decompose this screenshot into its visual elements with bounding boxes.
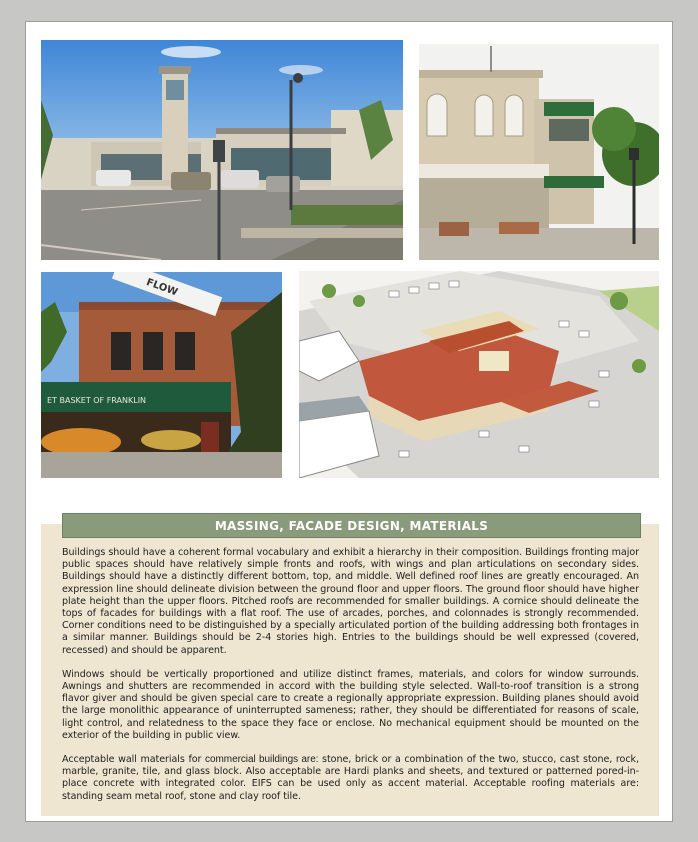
paragraph-materials (62, 754, 639, 803)
section-body (62, 547, 639, 803)
storefront-sign: ET BASKET OF FRANKLIN (47, 396, 147, 405)
photo-brick-storefront (41, 272, 282, 478)
materials-rest: stone, brick or a combination of the two, stucco, cast stone, rock, marble, granite, tile, and glass block. Also acceptable are Hardi planks and sheets, and textured or patterned pored-in-place concrete with integrated color. EIFS can be used only as accent material. Acceptable roofing materials are: standing seam metal roof, stone and clay roof tile. (62, 754, 639, 802)
paragraph-windows: Windows should be vertically proportioned and utilize distinct frames, materials, and colors for window surrounds. Awnings and shutters are recommended in accord with the building style selected. Wall-to-roof transition is a strong flavor giver and should be given special care to create a regionally appropriate expression. Building planes should avoid the large monolithic appearance of uninterrupted sameness; rather, they should be differentiated for reasons of scale, light control, and relatedness to the space they face or enclose. No mechanical equipment should be mounted on the exterior of the building in public view. (62, 668, 639, 741)
photo-stone-building (419, 44, 659, 260)
banner-sign: FLOW (144, 276, 179, 299)
section-title: MASSING, FACADE DESIGN, MATERIALS (62, 513, 641, 538)
photo-aerial-rendering (299, 271, 659, 478)
materials-prefix: Acceptable wall materials for (62, 754, 206, 766)
materials-highlight: commercial buildings are: (205, 754, 319, 766)
paragraph-massing: Buildings should have a coherent formal vocabulary and exhibit a hierarchy in their composition. Buildings fronting major public spaces should have relatively simple fronts and roofs, with wings and plan articulations on secondary sides. Buildings should have a distinctly different bottom, top, and middle. Well defined roof lines are greatly encouraged. An expression line should delineate division between the ground floor and upper floors. The ground floor should have higher plate height than the upper floors. Pitched roofs are recommended for smaller buildings. A cornice should delineate the tops of facades for buildings with a flat roof. The use of arcades, porches, and colonnades is strongly recommended. Corner conditions need to be distinguished by a specially articulated portion of the building addressing both frontages in a similar manner. Buildings should be 2-4 stories high. Entries to the buildings should be well expressed (covered, recessed) and should be apparent. (62, 547, 639, 656)
photo-shopping-center (41, 40, 403, 260)
